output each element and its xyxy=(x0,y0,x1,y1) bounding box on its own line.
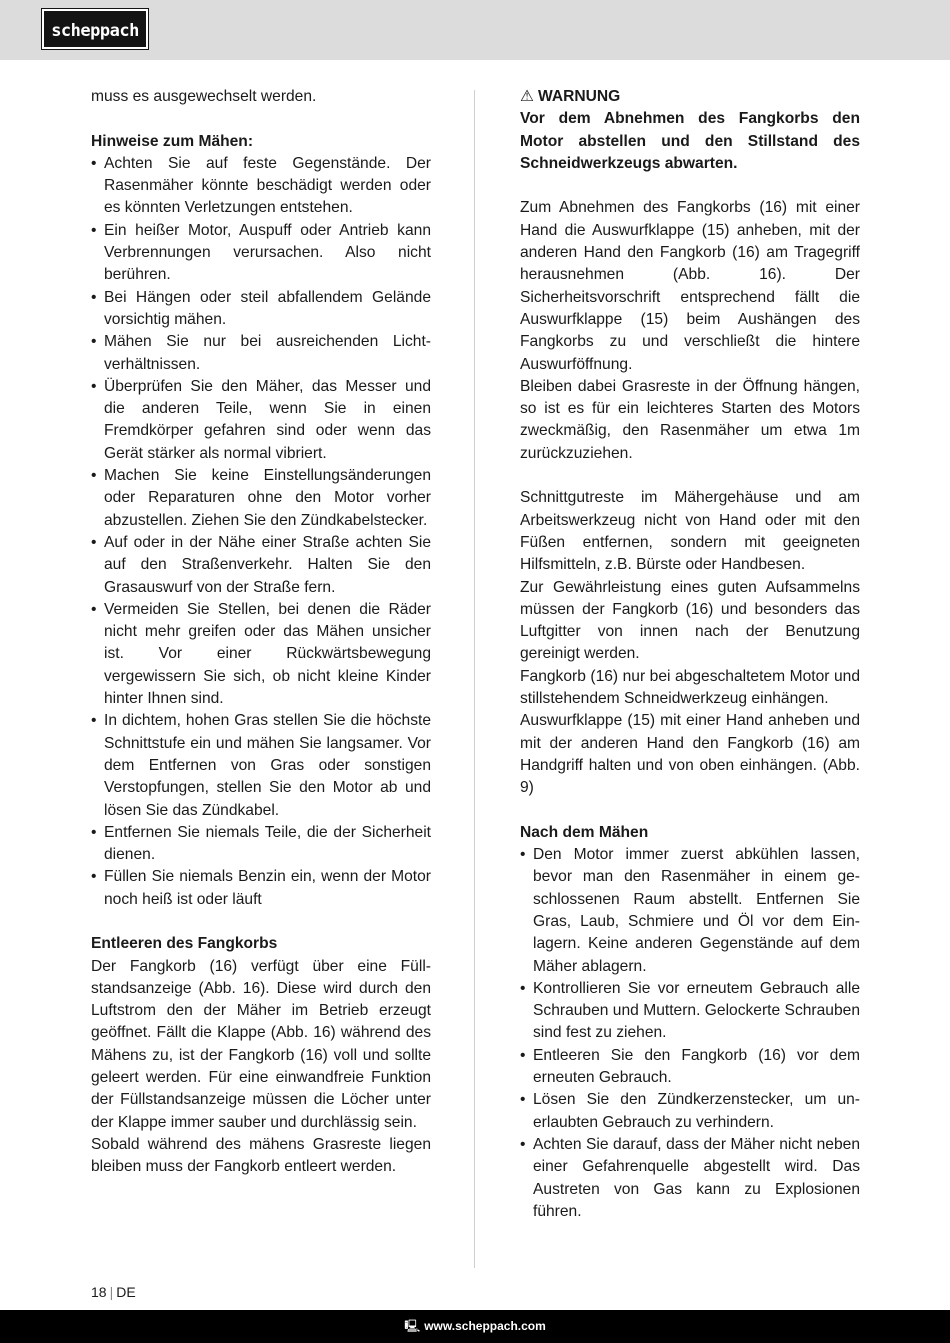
emptying-paragraph: Der Fangkorb (16) verfügt über eine Füllstandsanzeige (Abb. 16). Diese wird durch den Luftstrom den der Mäher im Betrieb erzeugt geöffnet. Fällt die Klappe (Abb. 16) während des Mähens zu, ist der Fangkorb (16) voll und sollte geleert werden. Für eine einwandfreie Funktion der Füllstandsanzeige müssen die Löcher unter der Klappe immer sauber und durchlässig sein. xyxy=(91,957,431,1131)
list-item: • Bei Hängen oder steil abfallendem Gelände vorsichtig mähen. xyxy=(91,287,431,332)
emptying-paragraph: Sobald während des mähens Grasreste liegen bleiben muss der Fangkorb entleert werden. xyxy=(91,1135,431,1176)
header-bar xyxy=(0,0,950,60)
body-paragraph: Fangkorb (16) nur bei abgeschaltetem Motor und stillstehendem Schneidwerkzeug einhängen. xyxy=(520,667,860,708)
list-item: • Füllen Sie niemals Benzin ein, wenn der Motor noch heiß ist oder läuft xyxy=(91,866,431,911)
emptying-heading: Entleeren des Fangkorbs xyxy=(91,935,278,953)
body-paragraph: Zur Gewährleistung eines guten Aufsammelns müssen der Fangkorb (16) und besonders das Luftgitter von innen nach der Benutzung gereinigt werden. xyxy=(520,578,860,663)
hints-heading: Hinweise zum Mähen: xyxy=(91,132,254,150)
list-item: • Vermeiden Sie Stellen, bei denen die Räder nicht mehr greifen oder das Mähen unsicher ist. Vor einer Rückwärtsbewegung vergewissern Sie sich, ob nicht kleine Kinder hinter Ihnen sind. xyxy=(91,599,431,710)
body-paragraph: Auswurfklappe (15) mit einer Hand anheben und mit der anderen Hand den Fangkorb (16) am Handgriff halten und von oben einhängen. (Abb. 9) xyxy=(520,712,860,797)
list-item: • Achten Sie darauf, dass der Mäher nicht neben einer Gefahrenquelle abgestellt wird. Das Austreten von Gas kann zu Explosionen führen. xyxy=(520,1134,860,1223)
intro-text: muss es ausgewechselt werden. xyxy=(91,88,317,105)
footer-separator: | xyxy=(109,1284,114,1300)
after-mowing-heading: Nach dem Mähen xyxy=(520,823,649,841)
warning-text: Vor dem Abnehmen des Fangkorbs den Motor abstellen und den Stillstand des Schneidwerkzeugs abwarten. xyxy=(520,110,860,172)
list-item: • Entleeren Sie den Fangkorb (16) vor dem erneuten Gebrauch. xyxy=(520,1045,860,1090)
list-item: • In dichtem, hohen Gras stellen Sie die höchste Schnittstufe ein und mähen Sie langsamer. Vor dem Entfernen von Gras oder sonstigen Verstopfungen, stellen Sie den Motor ab und lösen Sie das Zündkabel. xyxy=(91,710,431,821)
warning-triangle-icon: ⚠ xyxy=(520,88,534,105)
list-item: • Entfernen Sie niemals Teile, die der Sicherheit dienen. xyxy=(91,822,431,867)
bottom-bar xyxy=(0,1310,950,1343)
body-paragraph: Bleiben dabei Grasreste in der Öffnung hängen, so ist es für ein leichteres Starten des Motors zweckmäßig, den Rasenmäher um etwa 1m zurückzuziehen. xyxy=(520,377,860,462)
scheppach-logo: scheppach xyxy=(42,9,148,49)
column-divider xyxy=(474,90,475,1268)
list-item: • Den Motor immer zuerst abkühlen lassen, bevor man den Rasenmäher in einem geschlossenen Raum abstellt. Entfernen Sie Gras, Laub, Schmiere und Öl vor dem Einlagern. Keine anderen Gegenstände auf dem Mäher ablagern. xyxy=(520,844,860,978)
page-footer xyxy=(91,1284,136,1300)
warning-heading xyxy=(520,86,860,108)
after-mowing-list xyxy=(520,844,860,1223)
body-paragraph: Zum Abnehmen des Fangkorbs (16) mit einer Hand die Auswurfklappe (15) anheben, mit der anderen Hand den Fangkorb (16) am Tragegriff herausnehmen (Abb. 16). Der Sicherheitsvorschrift entsprechend fällt die Auswurfklappe (15) beim Aushängen des Fangkorbs zu und verschließt die hintere Auswurföffnung. xyxy=(520,199,860,373)
left-column xyxy=(91,86,431,1179)
list-item: • Mähen Sie nur bei ausreichenden Lichtverhältnissen. xyxy=(91,331,431,376)
body-paragraph: Schnittgutreste im Mähergehäuse und am Arbeitswerkzeug nicht von Hand oder mit den Füßen entfernen, sondern mit geeigneten Hilfsmitteln, z.B. Bürste oder Handbesen. xyxy=(520,489,860,574)
list-item: • Achten Sie auf feste Gegenstände. Der Rasenmäher könnte beschädigt werden oder es könnten Verletzungen entstehen. xyxy=(91,153,431,220)
page-number: 18 xyxy=(91,1284,107,1300)
list-item: • Machen Sie keine Einstellungsänderungen oder Reparaturen ohne den Motor vorher abzustellen. Ziehen Sie den Zündkabelstecker. xyxy=(91,465,431,532)
warning-label: WARNUNG xyxy=(537,88,621,105)
language-code: DE xyxy=(116,1284,136,1300)
right-column xyxy=(520,86,860,1223)
list-item: • Lösen Sie den Zündkerzenstecker, um unerlaubten Gebrauch zu verhindern. xyxy=(520,1089,860,1134)
hints-list xyxy=(91,153,431,911)
list-item: • Auf oder in der Nähe einer Straße achten Sie auf den Straßenverkehr. Halten Sie den Grasauswurf von der Straße fern. xyxy=(91,532,431,599)
list-item: • Ein heißer Motor, Auspuff oder Antrieb kann Verbrennungen verursachen. Also nicht berühren. xyxy=(91,220,431,287)
list-item: • Kontrollieren Sie vor erneutem Gebrauch alle Schrauben und Muttern. Gelockerte Schrauben sind fest zu ziehen. xyxy=(520,978,860,1045)
monitor-icon: 🖳 xyxy=(404,1319,421,1333)
list-item: • Überprüfen Sie den Mäher, das Messer und die anderen Teile, wenn Sie in einen Fremdkörper gefahren sind oder wenn das Gerät stärker als normal vibriert. xyxy=(91,376,431,465)
website-link[interactable]: www.scheppach.com xyxy=(424,1319,546,1333)
